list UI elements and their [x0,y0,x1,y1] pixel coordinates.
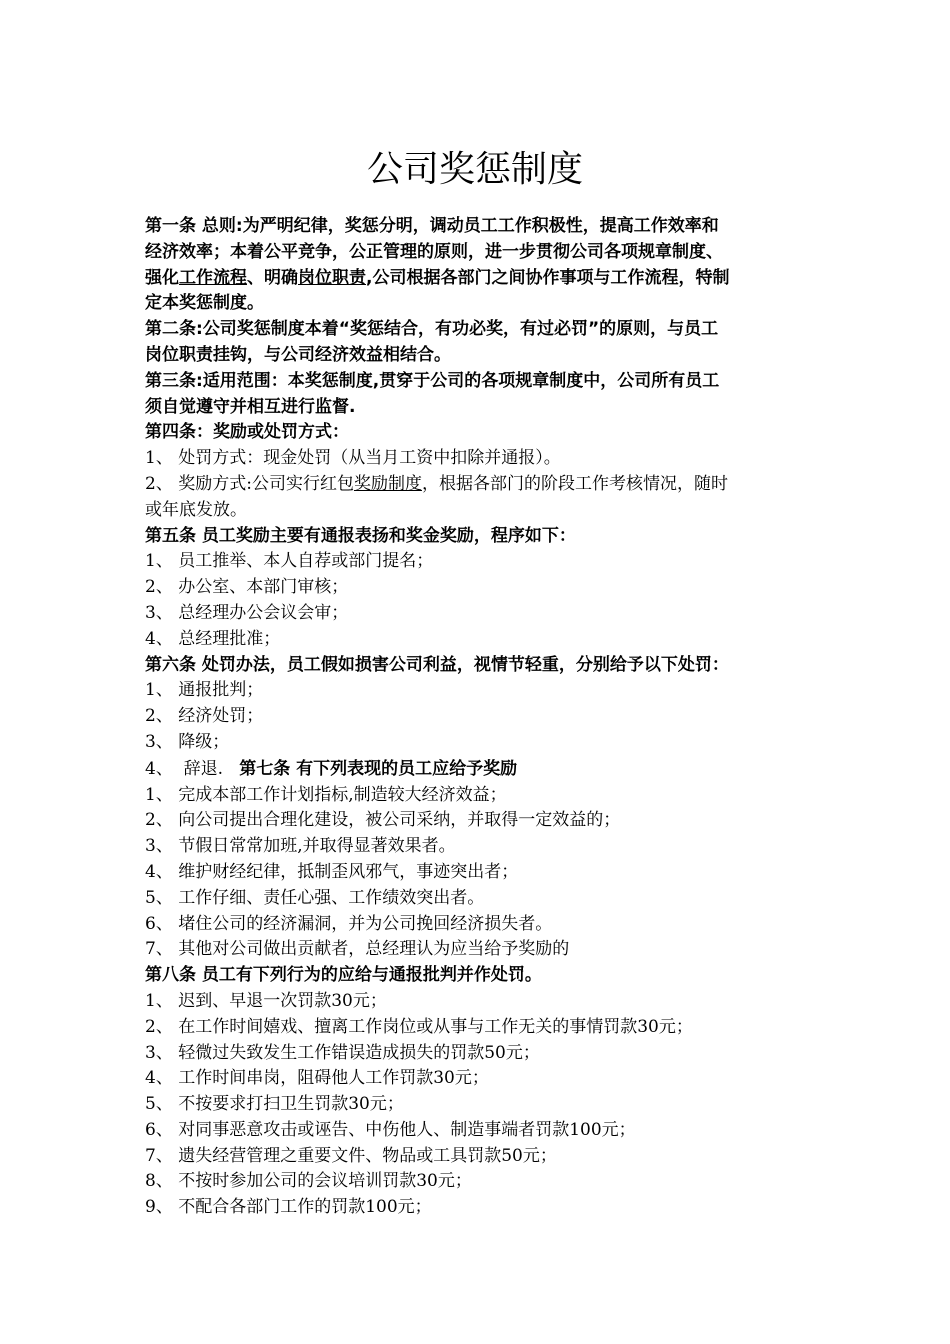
list-item: 6、 对同事恶意攻击或诬告、中伤他人、制造事端者罚款100元； [145,1119,636,1140]
list-item: 1、 员工推举、本人自荐或部门提名； [145,551,434,572]
article-1-line-3 [145,266,805,292]
list-item: 4、 工作时间串岗，阻碍他人工作罚款30元； [145,1068,489,1089]
list-item: 1、 迟到、早退一次罚款30元； [145,990,387,1011]
list-item: 2、 向公司提出合理化建设，被公司采纳，并取得一定效益的； [145,810,621,831]
article-4-heading: 第四条：奖励或处罚方式： [145,422,349,443]
article-1-line-1: 第一条 总则:为严明纪律，奖惩分明，调动员工工作积极性，提高工作效率和 [145,216,719,236]
text-segment: 强化 [145,267,179,288]
list-item: 2、 经济处罚； [145,706,264,727]
list-item: 3、 降级； [145,731,230,752]
document-body [145,214,805,1221]
list-item: 4、 总经理批准； [145,628,281,649]
text-segment: 2、 奖励方式:公司实行红包 [145,473,354,494]
list-item: 3、 节假日常常加班,并取得显著效果者。 [145,836,456,857]
list-item: 8、 不按时参加公司的会议培训罚款30元； [145,1171,472,1192]
article-3-line-1: 第三条:适用范围：本奖惩制度,贯穿于公司的各项规章制度中，公司所有员工 [145,370,720,391]
workflow-link[interactable]: 工作流程 [179,267,247,288]
article-6-heading: 第六条 处罚办法，员工假如损害公司利益，视情节轻重，分别给予以下处罚： [145,654,729,675]
article-4-item-2-cont: 或年底发放。 [145,499,247,520]
job-duty-link[interactable]: 岗位职责 [298,267,366,288]
article-6-item-4-line [145,756,805,783]
text-segment: 、明确 [247,267,298,288]
text-segment: ,公司根据各部门之间协作事项与工作流程，特制 [366,267,730,288]
article-5-heading: 第五条 员工奖励主要有通报表扬和奖金奖励，程序如下： [145,525,576,546]
list-item: 4、 辞退. [145,758,240,779]
list-item: 1、 通报批判； [145,680,264,701]
list-item: 2、 办公室、本部门审核； [145,577,349,598]
article-8-heading: 第八条 员工有下列行为的应给与通报批判并作处罚。 [145,965,542,986]
list-item: 2、 在工作时间嬉戏、擅离工作岗位或从事与工作无关的事情罚款30元； [145,1016,693,1037]
article-7-heading: 第七条 有下列表现的员工应给予奖励 [239,758,518,779]
article-1-line-4: 定本奖惩制度。 [145,293,264,314]
list-item: 1、 完成本部工作计划指标,制造较大经济效益； [145,784,507,805]
article-4-item-1: 1、 处罚方式：现金处罚（从当月工资中扣除并通报）。 [145,448,561,469]
article-3-line-2: 须自觉遵守并相互进行监督. [145,396,356,417]
article-2-line-1: 第二条:公司奖惩制度本着“奖惩结合，有功必奖，有过必罚”的原则，与员工 [145,319,719,340]
article-1-line-2: 经济效率；本着公平竞争，公正管理的原则，进一步贯彻公司各项规章制度、 [145,241,723,262]
list-item: 3、 轻微过失致发生工作错误造成损失的罚款50元； [145,1042,540,1063]
article-4-item-2 [145,472,805,498]
text-segment: ，根据各部门的阶段工作考核情况，随时 [421,473,728,494]
article-2-line-2: 岗位职责挂钩，与公司经济效益相结合。 [145,344,451,365]
list-item: 9、 不配合各部门工作的罚款100元； [145,1197,432,1218]
list-item: 5、 不按要求打扫卫生罚款30元； [145,1094,404,1115]
list-item: 4、 维护财经纪律，抵制歪风邪气，事迹突出者； [145,861,519,882]
list-item: 3、 总经理办公会议会审； [145,602,349,623]
list-item: 5、 工作仔细、责任心强、工作绩效突出者。 [145,887,485,908]
document-title: 公司奖惩制度 [366,149,583,190]
reward-system-link[interactable]: 奖励制度 [353,473,422,494]
list-item: 6、 堵住公司的经济漏洞，并为公司挽回经济损失者。 [145,913,553,934]
list-item: 7、 其他对公司做出贡献者，总经理认为应当给予奖励的 [145,939,570,960]
list-item: 7、 遗失经营管理之重要文件、物品或工具罚款50元； [145,1145,557,1166]
